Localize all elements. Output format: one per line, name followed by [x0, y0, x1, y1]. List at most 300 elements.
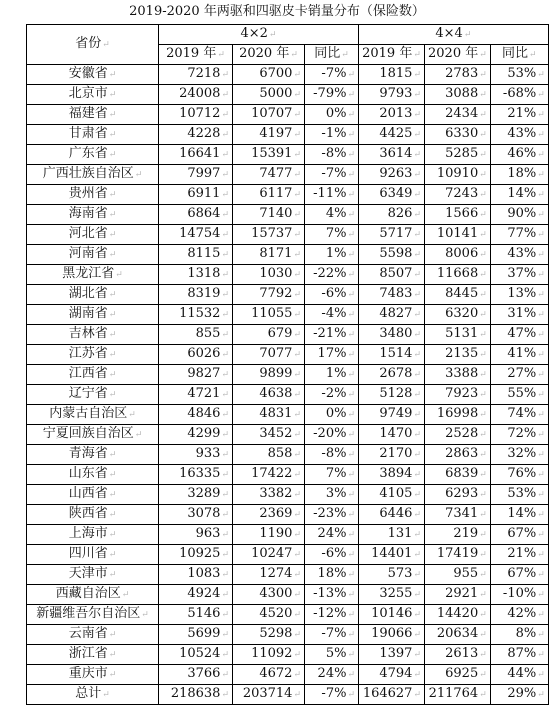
cell-4x2-2019: [159, 625, 233, 645]
paragraph-mark-icon: ↵: [479, 90, 487, 100]
cell-4x4-2020-text: 1566: [445, 206, 479, 221]
paragraph-mark-icon: ↵: [413, 450, 421, 460]
cell-4x4-2020: [425, 365, 491, 385]
cell-4x4-yoy-text: 27%: [507, 366, 537, 381]
header-a2019: 2019 年↵: [159, 45, 233, 65]
cell-4x2-2020-text: 5298: [259, 626, 293, 641]
paragraph-mark-icon: ↵: [108, 650, 117, 660]
cell-4x2-yoy: [305, 545, 359, 565]
cell-province-text: 北京市: [68, 86, 108, 101]
cell-4x2-2019-text: 10524: [179, 646, 221, 661]
cell-province: [27, 425, 159, 445]
paragraph-mark-icon: ↵: [221, 430, 229, 440]
cell-4x2-2019: [159, 605, 233, 625]
paragraph-mark-icon: ↵: [413, 570, 421, 580]
paragraph-mark-icon: ↵: [141, 610, 149, 620]
cell-4x4-yoy-text: 31%: [507, 306, 537, 321]
cell-4x4-2020: [425, 245, 491, 265]
cell-4x2-2019: [159, 245, 233, 265]
paragraph-mark-icon: ↵: [293, 150, 301, 160]
cell-4x2-2019-text: 5699: [187, 626, 221, 641]
cell-4x2-2020: [233, 345, 305, 365]
cell-province-text: 云南省: [68, 626, 108, 641]
paragraph-mark-icon: ↵: [108, 210, 117, 220]
cell-4x4-2020: [425, 525, 491, 545]
cell-4x2-2019-text: 16335: [179, 466, 221, 481]
cell-4x2-2019: [159, 645, 233, 665]
cell-4x4-yoy: [490, 225, 548, 245]
cell-4x2-2019-text: 855: [195, 326, 221, 341]
paragraph-mark-icon: ↵: [347, 550, 355, 560]
paragraph-mark-icon: ↵: [134, 170, 143, 180]
cell-4x2-yoy-text: -23%: [313, 506, 347, 521]
table-row: [27, 405, 549, 425]
paragraph-mark-icon: ↵: [479, 130, 487, 140]
paragraph-mark-icon: ↵: [413, 150, 421, 160]
cell-4x2-2019-text: 933: [195, 446, 221, 461]
cell-4x2-yoy: [305, 485, 359, 505]
paragraph-mark-icon: ↵: [108, 450, 117, 460]
cell-4x4-2020-text: 955: [453, 566, 479, 581]
paragraph-mark-icon: ↵: [221, 650, 229, 660]
cell-4x4-yoy-text: 21%: [507, 106, 537, 121]
cell-4x2-2020-text: 6700: [259, 66, 293, 81]
cell-province-text: 青海省: [68, 446, 108, 461]
cell-4x4-2020-text: 219: [453, 526, 479, 541]
paragraph-mark-icon: ↵: [293, 630, 301, 640]
paragraph-mark-icon: ↵: [347, 90, 355, 100]
cell-4x4-2020: [425, 485, 491, 505]
cell-4x2-yoy: [305, 305, 359, 325]
cell-4x2-2020-text: 4300: [259, 586, 293, 601]
cell-4x4-2020: [425, 65, 491, 85]
cell-4x2-2020-text: 7140: [259, 206, 293, 221]
cell-4x2-2020-text: 4831: [259, 406, 293, 421]
paragraph-mark-icon: ↵: [221, 550, 229, 560]
cell-4x2-2019: [159, 265, 233, 285]
paragraph-mark-icon: ↵: [413, 90, 421, 100]
cell-4x4-2020: [425, 165, 491, 185]
cell-4x2-yoy: [305, 265, 359, 285]
cell-4x4-yoy: [490, 685, 548, 705]
table-row: [27, 565, 549, 585]
cell-4x2-2020-text: 2369: [259, 506, 293, 521]
paragraph-mark-icon: ↵: [108, 530, 117, 540]
paragraph-mark-icon: ↵: [347, 150, 355, 160]
paragraph-mark-icon: ↵: [479, 210, 487, 220]
cell-4x2-2020-text: 9899: [259, 366, 293, 381]
cell-4x2-2020: [233, 505, 305, 525]
cell-4x2-2019: [159, 185, 233, 205]
cell-4x2-yoy: [305, 145, 359, 165]
paragraph-mark-icon: ↵: [293, 290, 301, 300]
cell-4x4-yoy: [490, 485, 548, 505]
cell-4x4-2019-text: 1514: [379, 346, 413, 361]
sales-table: [26, 24, 549, 705]
paragraph-mark-icon: ↵: [221, 630, 229, 640]
cell-4x2-2019-text: 7997: [187, 166, 221, 181]
cell-province: [27, 365, 159, 385]
paragraph-mark-icon: ↵: [413, 510, 421, 520]
cell-4x2-2019-text: 6911: [187, 186, 221, 201]
paragraph-mark-icon: ↵: [221, 110, 229, 120]
cell-province: [27, 265, 159, 285]
cell-4x2-yoy: [305, 625, 359, 645]
paragraph-mark-icon: ↵: [293, 550, 301, 560]
cell-4x4-2020-text: 10910: [436, 166, 479, 181]
cell-4x2-2020: [233, 445, 305, 465]
paragraph-mark-icon: ↵: [293, 130, 301, 140]
paragraph-mark-icon: ↵: [537, 390, 545, 400]
paragraph-mark-icon: ↵: [293, 210, 301, 220]
cell-province: [27, 65, 159, 85]
paragraph-mark-icon: ↵: [121, 590, 130, 600]
paragraph-mark-icon: ↵: [347, 510, 355, 520]
cell-4x2-2019: [159, 445, 233, 465]
paragraph-mark-icon: ↵: [108, 390, 117, 400]
cell-province-text: 宁夏回族自治区: [42, 426, 134, 441]
paragraph-mark-icon: ↵: [537, 370, 545, 380]
cell-4x2-yoy-text: -8%: [321, 146, 347, 161]
paragraph-mark-icon: ↵: [479, 570, 487, 580]
paragraph-mark-icon: ↵: [221, 510, 229, 520]
cell-4x2-2019-text: 8319: [187, 286, 221, 301]
cell-4x4-yoy-text: 8%: [515, 626, 537, 641]
cell-4x4-2020-text: 8445: [445, 286, 479, 301]
paragraph-mark-icon: ↵: [537, 350, 545, 360]
paragraph-mark-icon: ↵: [413, 630, 421, 640]
cell-4x2-yoy-text: -11%: [313, 186, 347, 201]
paragraph-mark-icon: ↵: [413, 270, 421, 280]
paragraph-mark-icon: ↵: [293, 350, 301, 360]
cell-province-text: 广东省: [68, 146, 108, 161]
cell-4x4-2019: [359, 165, 425, 185]
paragraph-mark-icon: ↵: [537, 190, 545, 200]
cell-4x2-2020-text: 11092: [251, 646, 293, 661]
cell-4x2-yoy: [305, 245, 359, 265]
cell-province-text: 福建省: [68, 106, 108, 121]
cell-province: [27, 145, 159, 165]
cell-4x4-yoy: [490, 285, 548, 305]
cell-4x4-yoy: [490, 565, 548, 585]
paragraph-mark-icon: ↵: [479, 150, 487, 160]
paragraph-mark-icon: ↵: [347, 190, 355, 200]
cell-4x2-2019-text: 3766: [187, 666, 221, 681]
cell-4x2-2020: [233, 265, 305, 285]
cell-4x2-2019: [159, 565, 233, 585]
paragraph-mark-icon: ↵: [293, 470, 301, 480]
paragraph-mark-icon: ↵: [347, 250, 355, 260]
cell-4x4-yoy: [490, 625, 548, 645]
cell-4x2-2020: [233, 145, 305, 165]
paragraph-mark-icon: ↵: [479, 690, 487, 700]
cell-4x4-yoy-text: 37%: [507, 266, 537, 281]
paragraph-mark-icon: ↵: [221, 530, 229, 540]
paragraph-mark-icon: ↵: [293, 670, 301, 680]
cell-4x4-2020-text: 7923: [445, 386, 479, 401]
cell-4x4-2020: [425, 565, 491, 585]
cell-4x4-2020: [425, 105, 491, 125]
cell-4x2-2020: [233, 565, 305, 585]
cell-4x4-2019-text: 164627: [362, 686, 413, 701]
table-row: [27, 385, 549, 405]
cell-4x2-2020-text: 679: [267, 326, 293, 341]
cell-province: [27, 105, 159, 125]
paragraph-mark-icon: ↵: [221, 350, 229, 360]
cell-province: [27, 345, 159, 365]
cell-4x4-yoy: [490, 405, 548, 425]
cell-4x4-yoy-text: 77%: [507, 226, 537, 241]
paragraph-mark-icon: ↵: [134, 430, 143, 440]
cell-4x4-2019: [359, 485, 425, 505]
paragraph-mark-icon: ↵: [347, 650, 355, 660]
cell-4x2-2020: [233, 465, 305, 485]
cell-4x4-2020-text: 20634: [436, 626, 479, 641]
paragraph-mark-icon: ↵: [479, 630, 487, 640]
paragraph-mark-icon: ↵: [221, 230, 229, 240]
cell-4x4-2020: [425, 465, 491, 485]
cell-4x4-2019-text: 4827: [379, 306, 413, 321]
cell-4x4-2020-text: 2613: [445, 646, 479, 661]
cell-province-text: 重庆市: [68, 666, 108, 681]
cell-4x2-2019: [159, 205, 233, 225]
header-group-4x4: 4×4↵: [359, 25, 549, 45]
cell-4x4-2019-text: 9749: [379, 406, 413, 421]
paragraph-mark-icon: ↵: [221, 670, 229, 680]
paragraph-mark-icon: ↵: [413, 250, 421, 260]
cell-4x2-yoy: [305, 345, 359, 365]
cell-4x4-2020: [425, 145, 491, 165]
cell-4x4-yoy-text: -68%: [502, 86, 537, 101]
cell-4x2-2020-text: 203714: [242, 686, 293, 701]
paragraph-mark-icon: ↵: [479, 430, 487, 440]
cell-province-text: 河北省: [68, 226, 108, 241]
paragraph-mark-icon: ↵: [221, 90, 229, 100]
cell-4x4-yoy-text: 76%: [507, 466, 537, 481]
cell-4x4-yoy: [490, 345, 548, 365]
cell-4x2-yoy-text: -7%: [321, 626, 347, 641]
cell-province-text: 浙江省: [68, 646, 108, 661]
cell-province-text: 江西省: [68, 366, 108, 381]
cell-4x4-2019: [359, 285, 425, 305]
cell-4x4-2019-text: 4105: [379, 486, 413, 501]
cell-province-text: 安徽省: [68, 66, 108, 81]
cell-province: [27, 605, 159, 625]
cell-province: [27, 445, 159, 465]
cell-4x4-2019: [359, 305, 425, 325]
paragraph-mark-icon: ↵: [293, 690, 301, 700]
paragraph-mark-icon: ↵: [537, 210, 545, 220]
cell-4x4-yoy: [490, 385, 548, 405]
cell-4x4-2019: [359, 525, 425, 545]
cell-4x4-2019-text: 1470: [379, 426, 413, 441]
paragraph-mark-icon: ↵: [108, 370, 117, 380]
cell-4x4-2019: [359, 145, 425, 165]
paragraph-mark-icon: ↵: [108, 470, 117, 480]
paragraph-mark-icon: ↵: [479, 530, 487, 540]
cell-4x4-yoy-text: 46%: [507, 146, 537, 161]
cell-4x2-yoy-text: -7%: [321, 66, 347, 81]
cell-4x2-2019-text: 4228: [187, 126, 221, 141]
cell-4x2-2019: [159, 345, 233, 365]
cell-4x2-2020: [233, 185, 305, 205]
cell-province: [27, 245, 159, 265]
cell-4x4-2019: [359, 365, 425, 385]
paragraph-mark-icon: ↵: [537, 290, 545, 300]
table-row: [27, 645, 549, 665]
paragraph-mark-icon: ↵: [293, 490, 301, 500]
cell-4x2-yoy: [305, 425, 359, 445]
cell-4x2-2020: [233, 405, 305, 425]
cell-4x2-2020-text: 7077: [259, 346, 293, 361]
cell-4x2-2019-text: 14754: [179, 226, 221, 241]
cell-4x4-2020-text: 211764: [428, 686, 479, 701]
cell-4x2-2020: [233, 425, 305, 445]
paragraph-mark-icon: ↵: [221, 210, 229, 220]
header-byoy: 同比↵: [490, 45, 548, 65]
cell-4x4-yoy-text: 14%: [507, 186, 537, 201]
cell-4x2-yoy: [305, 205, 359, 225]
cell-4x4-2019: [359, 345, 425, 365]
paragraph-mark-icon: ↵: [108, 350, 117, 360]
cell-4x4-2019-text: 3894: [379, 466, 413, 481]
paragraph-mark-icon: ↵: [293, 70, 301, 80]
cell-4x2-2019: [159, 325, 233, 345]
cell-province: [27, 545, 159, 565]
paragraph-mark-icon: ↵: [108, 190, 117, 200]
cell-4x2-2019-text: 7218: [187, 66, 221, 81]
cell-4x4-2019: [359, 125, 425, 145]
paragraph-mark-icon: ↵: [479, 310, 487, 320]
cell-4x4-2020: [425, 645, 491, 665]
cell-4x2-2020-text: 858: [267, 446, 293, 461]
paragraph-mark-icon: ↵: [347, 630, 355, 640]
paragraph-mark-icon: ↵: [479, 410, 487, 420]
cell-4x2-2019: [159, 225, 233, 245]
cell-4x4-2020-text: 2434: [445, 106, 479, 121]
cell-4x2-2019: [159, 125, 233, 145]
cell-province-text: 上海市: [68, 526, 108, 541]
cell-4x2-yoy-text: -1%: [321, 126, 347, 141]
cell-4x4-2019: [359, 505, 425, 525]
cell-4x2-2019-text: 6026: [187, 346, 221, 361]
paragraph-mark-icon: ↵: [221, 570, 229, 580]
paragraph-mark-icon: ↵: [537, 170, 545, 180]
cell-4x4-2020: [425, 325, 491, 345]
cell-4x2-2019: [159, 85, 233, 105]
paragraph-mark-icon: ↵: [537, 230, 545, 240]
paragraph-mark-icon: ↵: [413, 310, 421, 320]
paragraph-mark-icon: ↵: [413, 530, 421, 540]
cell-4x2-2020: [233, 625, 305, 645]
cell-4x4-2020: [425, 225, 491, 245]
cell-4x2-yoy: [305, 565, 359, 585]
cell-4x4-2019-text: 573: [387, 566, 413, 581]
header-a2020: 2020 年↵: [233, 45, 305, 65]
cell-4x4-yoy-text: 47%: [507, 326, 537, 341]
cell-province: [27, 85, 159, 105]
paragraph-mark-icon: ↵: [347, 270, 355, 280]
paragraph-mark-icon: ↵: [293, 650, 301, 660]
cell-4x2-yoy: [305, 445, 359, 465]
cell-4x4-2019-text: 2170: [379, 446, 413, 461]
cell-4x4-2020: [425, 545, 491, 565]
paragraph-mark-icon: ↵: [347, 390, 355, 400]
cell-4x4-yoy: [490, 265, 548, 285]
table-body: [27, 25, 549, 705]
table-row: [27, 105, 549, 125]
paragraph-mark-icon: ↵: [413, 130, 421, 140]
cell-4x4-2019: [359, 625, 425, 645]
cell-4x4-2019-text: 5717: [379, 226, 413, 241]
cell-4x4-2020-text: 3088: [445, 86, 479, 101]
paragraph-mark-icon: ↵: [413, 590, 421, 600]
paragraph-mark-icon: ↵: [347, 410, 355, 420]
paragraph-mark-icon: ↵: [115, 270, 123, 280]
paragraph-mark-icon: ↵: [479, 470, 487, 480]
cell-4x2-yoy-text: -2%: [321, 386, 347, 401]
cell-4x4-yoy-text: 18%: [507, 166, 537, 181]
cell-4x2-yoy-text: 1%: [325, 366, 347, 381]
table-row: [27, 425, 549, 445]
cell-4x2-yoy-text: 24%: [317, 666, 347, 681]
cell-4x2-2019-text: 16641: [179, 146, 221, 161]
paragraph-mark-icon: ↵: [293, 90, 301, 100]
paragraph-mark-icon: ↵: [221, 250, 229, 260]
paragraph-mark-icon: ↵: [108, 90, 117, 100]
paragraph-mark-icon: ↵: [128, 410, 136, 420]
paragraph-mark-icon: ↵: [479, 650, 487, 660]
cell-4x4-2019-text: 1397: [379, 646, 413, 661]
cell-4x2-2020: [233, 165, 305, 185]
paragraph-mark-icon: ↵: [293, 190, 301, 200]
paragraph-mark-icon: ↵: [479, 290, 487, 300]
cell-4x4-yoy: [490, 645, 548, 665]
paragraph-mark-icon: ↵: [221, 290, 229, 300]
cell-4x2-yoy: [305, 125, 359, 145]
paragraph-mark-icon: ↵: [479, 70, 487, 80]
cell-4x4-2019: [359, 445, 425, 465]
cell-province: [27, 685, 159, 705]
cell-4x4-2019-text: 9793: [379, 86, 413, 101]
total-row: [27, 685, 549, 705]
paragraph-mark-icon: ↵: [413, 550, 421, 560]
paragraph-mark-icon: ↵: [293, 510, 301, 520]
cell-4x4-yoy: [490, 245, 548, 265]
cell-4x4-yoy-text: 67%: [507, 566, 537, 581]
paragraph-mark-icon: ↵: [413, 110, 421, 120]
cell-4x2-2019: [159, 105, 233, 125]
table-row: [27, 65, 549, 85]
paragraph-mark-icon: ↵: [537, 510, 545, 520]
cell-4x4-yoy: [490, 85, 548, 105]
cell-province-text: 山西省: [68, 486, 108, 501]
cell-4x4-yoy-text: 13%: [507, 286, 537, 301]
cell-4x2-yoy-text: -20%: [313, 426, 347, 441]
cell-4x4-2019-text: 1815: [379, 66, 413, 81]
paragraph-mark-icon: ↵: [108, 630, 117, 640]
paragraph-mark-icon: ↵: [293, 370, 301, 380]
cell-4x4-yoy: [490, 305, 548, 325]
paragraph-mark-icon: ↵: [537, 250, 545, 260]
paragraph-mark-icon: ↵: [293, 250, 301, 260]
paragraph-mark-icon: ↵: [108, 150, 117, 160]
paragraph-mark-icon: ↵: [293, 450, 301, 460]
cell-4x2-2020: [233, 545, 305, 565]
paragraph-mark-icon: ↵: [479, 390, 487, 400]
cell-province: [27, 405, 159, 425]
cell-4x4-yoy-text: 53%: [507, 66, 537, 81]
